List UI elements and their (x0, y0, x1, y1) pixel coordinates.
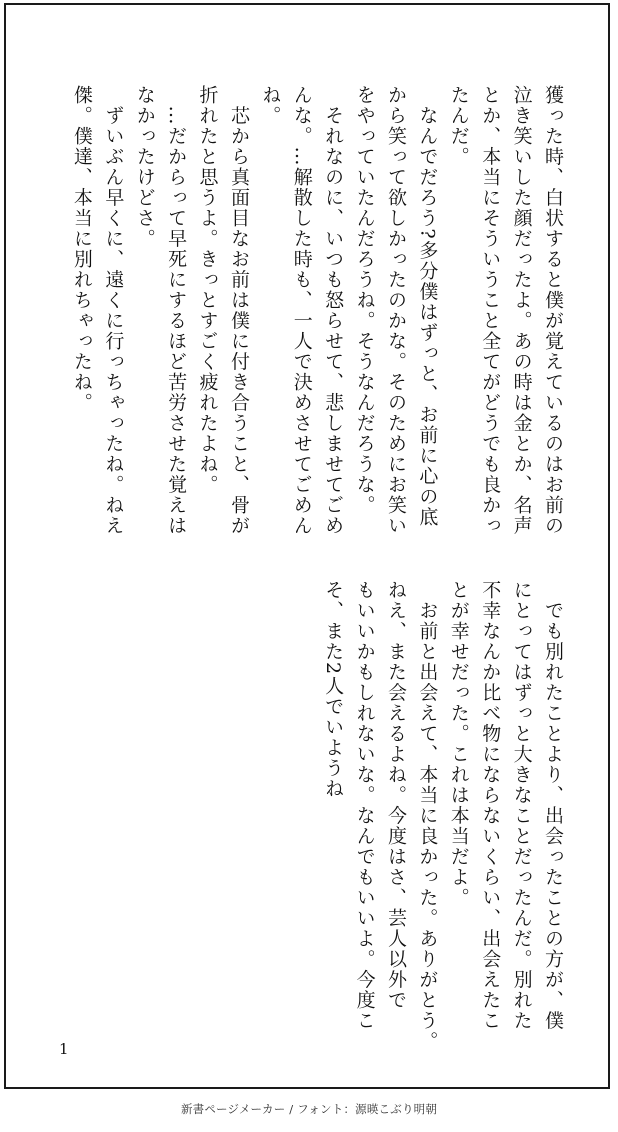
lower-text-block (317, 580, 568, 1052)
text-line: なかったけどさ。 (133, 85, 156, 249)
text-line: 獲った時、白状すると僕が覚えているのはお前の (542, 85, 564, 536)
text-line: ね。 (259, 85, 282, 126)
text-line: 芯から真面目なお前は僕に付き合うこと、骨が (227, 85, 250, 536)
text-line: んな。…解散した時も、一人で決めさせてごめん (290, 85, 313, 536)
text-line: から笑って欲しかったのかな。そのためにお笑い (384, 85, 407, 536)
text-line: もいいかもしれないな。なんでもいいよ。今度こ (353, 580, 376, 1031)
text-line: とか、本当にそういうこと全てがどうでも良かっ (479, 85, 502, 536)
text-line: にとってはずっと大きなことだったんだ。別れた (510, 580, 533, 1031)
text-line: 折れたと思うよ。きっとすごく疲れたよね。 (196, 85, 219, 495)
text-line: 不幸なんか比べ物にならないくらい、出会えたこ (479, 580, 502, 1031)
page-number: 1 (59, 1040, 69, 1058)
text-line: 傑。僕達、本当に別れちゃったね。 (70, 85, 93, 413)
text-line: ねえ、また会えるよね。今度はさ、芸人以外で (384, 580, 407, 1011)
text-line: 泣き笑いした顔だったよ。あの時は金とか、名声 (510, 85, 533, 536)
text-line: たんだ。 (447, 85, 470, 167)
text-line: お前と出会えて、本当に良かった。ありがとう。 (416, 580, 439, 1052)
text-line: ずいぶん早くに、遠くに行っちゃったね。ねえ (102, 85, 125, 536)
text-line: とが幸せだった。これは本当だよ。 (447, 580, 470, 908)
text-line: そ、また2人でいようね (322, 580, 345, 799)
upper-text-block (66, 85, 569, 536)
text-line: なんでだろう?多分僕はずっと、お前に心の底 (416, 85, 439, 528)
footer-credit: 新書ページメーカー / フォント：源暎こぶり明朝 (180, 1102, 438, 1116)
text-line: …だからって早死にするほど苦労させた覚えは (165, 85, 188, 536)
page-frame (4, 3, 610, 1089)
text-line: をやっていたんだろうね。そうなんだろうな。 (353, 85, 376, 516)
text-line: それなのに、いつも怒らせて、悲しませてごめ (322, 85, 345, 536)
text-line: でも別れたことより、出会ったことの方が、僕 (542, 580, 564, 1031)
